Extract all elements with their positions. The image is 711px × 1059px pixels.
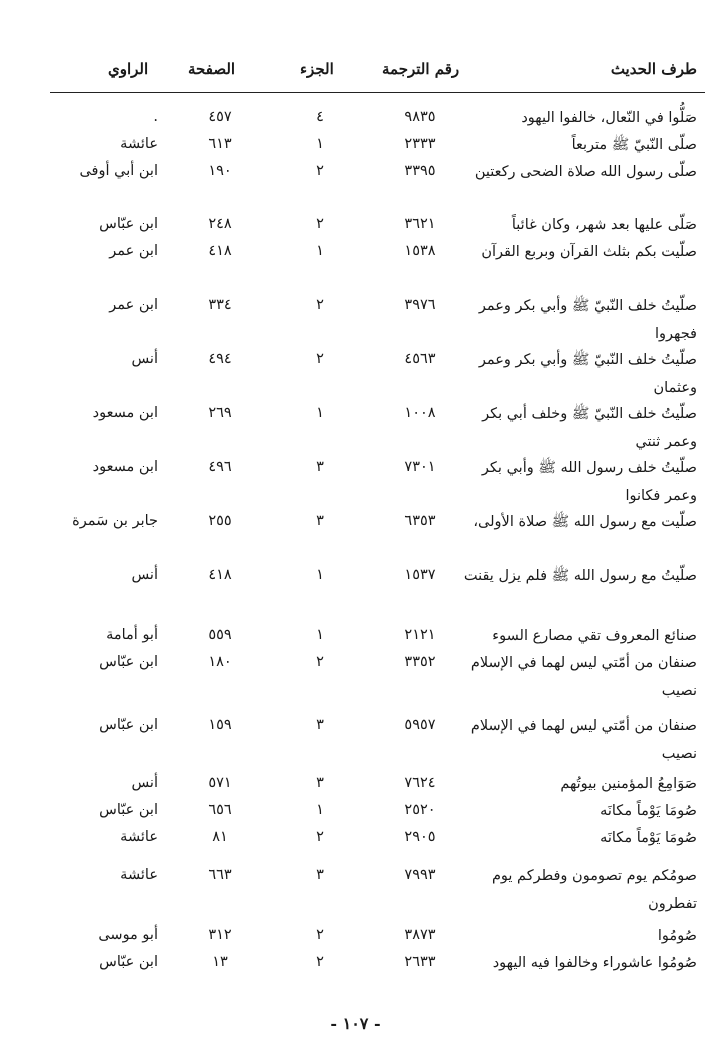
page-cell: ٣١٢: [208, 927, 232, 943]
volume-cell: ٣: [316, 513, 324, 529]
narrator-cell: ابن عبّاس: [99, 802, 158, 818]
page-cell: ٦١٣: [208, 136, 232, 152]
narrator-cell: أبو أمامة: [106, 627, 158, 643]
hadith-title-cell: صلّى النّبيّ ﷺ متربعاً: [571, 137, 697, 153]
header-volume: الجزء: [300, 60, 334, 78]
hadith-title-cell: صنفان من أمّتي ليس لهما في الإسلام نصيب: [470, 718, 697, 762]
narrator-cell: عائشة: [120, 867, 158, 883]
page-cell: ٨١: [212, 829, 228, 845]
page-cell: ٤٥٧: [208, 109, 232, 125]
hadith-title-cell: صلّيتُ خلف رسول الله ﷺ وأبي بكر وعمر فكانوا: [481, 460, 697, 504]
translation-number-cell: ١٠٠٨: [404, 405, 436, 421]
header-hadith-title: طرف الحديث: [610, 60, 697, 78]
page-cell: ٢٦٩: [208, 405, 232, 421]
page-cell: ١٣: [212, 954, 228, 970]
translation-number-cell: ٣٣٩٥: [404, 163, 436, 179]
volume-cell: ١: [316, 627, 324, 643]
header-rule: [50, 92, 705, 93]
volume-cell: ١: [316, 405, 324, 421]
page-cell: ٢٤٨: [208, 216, 232, 232]
translation-number-cell: ٧٩٩٣: [404, 867, 436, 883]
page-cell: ٦٥٦: [208, 802, 232, 818]
translation-number-cell: ٣٣٥٢: [404, 654, 436, 670]
hadith-title-cell: صَوَامِعُ المؤمنين بيوتُهم: [560, 776, 697, 792]
hadith-title-cell: صُومَا يَوْماً مكانَه: [600, 803, 697, 819]
translation-number-cell: ١٥٣٨: [404, 243, 436, 259]
translation-number-cell: ٦٣٥٣: [404, 513, 436, 529]
narrator-cell: ابن عمر: [109, 297, 158, 313]
page-cell: ٥٧١: [208, 775, 232, 791]
translation-number-cell: ٥٩٥٧: [404, 717, 436, 733]
volume-cell: ٢: [316, 351, 324, 367]
narrator-cell: ابن عبّاس: [99, 216, 158, 232]
narrator-cell: عائشة: [120, 829, 158, 845]
translation-number-cell: ٣٦٢١: [404, 216, 436, 232]
page-cell: ١٩٠: [208, 163, 232, 179]
narrator-cell: ابن عبّاس: [99, 954, 158, 970]
narrator-cell: جابر بن سَمرة: [72, 513, 158, 529]
hadith-title-cell: صلّيتُ خلف النّبيّ ﷺ وخلف أبي بكر وعمر ثنتي: [482, 406, 697, 450]
page-cell: ٦٦٣: [208, 867, 232, 883]
volume-cell: ٣: [316, 775, 324, 791]
volume-cell: ١: [316, 136, 324, 152]
translation-number-cell: ٢٦٣٣: [404, 954, 436, 970]
volume-cell: ٢: [316, 654, 324, 670]
narrator-cell: أبو موسى: [98, 927, 158, 943]
page-cell: ٤١٨: [208, 243, 232, 259]
volume-cell: ١: [316, 802, 324, 818]
page-cell: ٢٥٥: [208, 513, 232, 529]
hadith-title-cell: صُومُوا عاشوراء وخالفوا فيه اليهود: [492, 955, 697, 971]
translation-number-cell: ٢٩٠٥: [404, 829, 436, 845]
header-narrator: الراوي: [108, 60, 149, 78]
volume-cell: ٢: [316, 829, 324, 845]
translation-number-cell: ١٥٣٧: [404, 567, 436, 583]
narrator-cell: أنس: [131, 775, 158, 791]
header-page: الصفحة: [188, 60, 236, 78]
hadith-title-cell: صَلّى عليها بعد شهر، وكان غائباً: [511, 217, 697, 233]
translation-number-cell: ٢١٢١: [404, 627, 436, 643]
page-cell: ٥٥٩: [208, 627, 232, 643]
page-cell: ١٥٩: [208, 717, 232, 733]
narrator-cell: ابن مسعود: [92, 459, 158, 475]
hadith-title-cell: صلّيت بكم بثلث القرآن وبربع القرآن: [481, 244, 697, 260]
header-translation-number: رقم الترجمة: [382, 60, 460, 78]
hadith-title-cell: صومُكم يوم تصومون وفطركم يوم تفطرون: [491, 868, 697, 912]
volume-cell: ٢: [316, 954, 324, 970]
page-cell: ١٨٠: [208, 654, 232, 670]
narrator-cell: أنس: [131, 351, 158, 367]
volume-cell: ٢: [316, 927, 324, 943]
translation-number-cell: ٧٣٠١: [404, 459, 436, 475]
hadith-title-cell: صُومَا يَوْماً مكانَه: [600, 830, 697, 846]
volume-cell: ٢: [316, 163, 324, 179]
narrator-cell: ابن عبّاس: [99, 654, 158, 670]
volume-cell: ١: [316, 567, 324, 583]
hadith-title-cell: صَلُّوا في النّعال، خالفوا اليهود: [521, 110, 697, 126]
hadith-title-cell: صُومُوا: [657, 928, 697, 944]
narrator-cell: ابن مسعود: [92, 405, 158, 421]
page-number: - ١٠٧ -: [330, 1014, 381, 1033]
hadith-title-cell: صلّيت مع رسول الله ﷺ صلاة الأولى،: [473, 514, 697, 530]
translation-number-cell: ٣٨٧٣: [404, 927, 436, 943]
narrator-cell: ابن عمر: [109, 243, 158, 259]
translation-number-cell: ٢٥٢٠: [404, 802, 436, 818]
translation-number-cell: ٩٨٣٥: [404, 109, 436, 125]
hadith-title-cell: صنائع المعروف تقي مصارع السوء: [492, 628, 697, 644]
volume-cell: ٢: [316, 297, 324, 313]
hadith-title-cell: صلّيتُ خلف النّبيّ ﷺ وأبي بكر وعمر فجهروا: [478, 298, 697, 342]
volume-cell: ٤: [316, 109, 324, 125]
volume-cell: ٣: [316, 717, 324, 733]
page-cell: ٣٣٤: [208, 297, 232, 313]
translation-number-cell: ٣٩٧٦: [404, 297, 436, 313]
page-cell: ٤٩٦: [208, 459, 232, 475]
translation-number-cell: ٤٥٦٣: [404, 351, 436, 367]
volume-cell: ٣: [316, 459, 324, 475]
hadith-title-cell: صلّى رسول الله صلاة الضحى ركعتين: [474, 164, 697, 180]
volume-cell: ٢: [316, 216, 324, 232]
narrator-cell: ابن عبّاس: [99, 717, 158, 733]
page-cell: ٤١٨: [208, 567, 232, 583]
page-cell: ٤٩٤: [208, 351, 232, 367]
hadith-title-cell: صنفان من أمّتي ليس لهما في الإسلام نصيب: [470, 655, 697, 699]
volume-cell: ١: [316, 243, 324, 259]
narrator-cell: ابن أبي أوفى: [79, 163, 158, 179]
narrator-cell: أنس: [131, 567, 158, 583]
volume-cell: ٣: [316, 867, 324, 883]
hadith-title-cell: صلّيتُ خلف النّبيّ ﷺ وأبي بكر وعمر وعثمان: [478, 352, 697, 396]
narrator-cell: عائشة: [120, 136, 158, 152]
hadith-title-cell: صلّيتُ مع رسول الله ﷺ فلم يزل يقنت: [463, 568, 697, 584]
translation-number-cell: ٢٣٣٣: [404, 136, 436, 152]
narrator-cell: .: [153, 109, 158, 125]
translation-number-cell: ٧٦٢٤: [404, 775, 436, 791]
